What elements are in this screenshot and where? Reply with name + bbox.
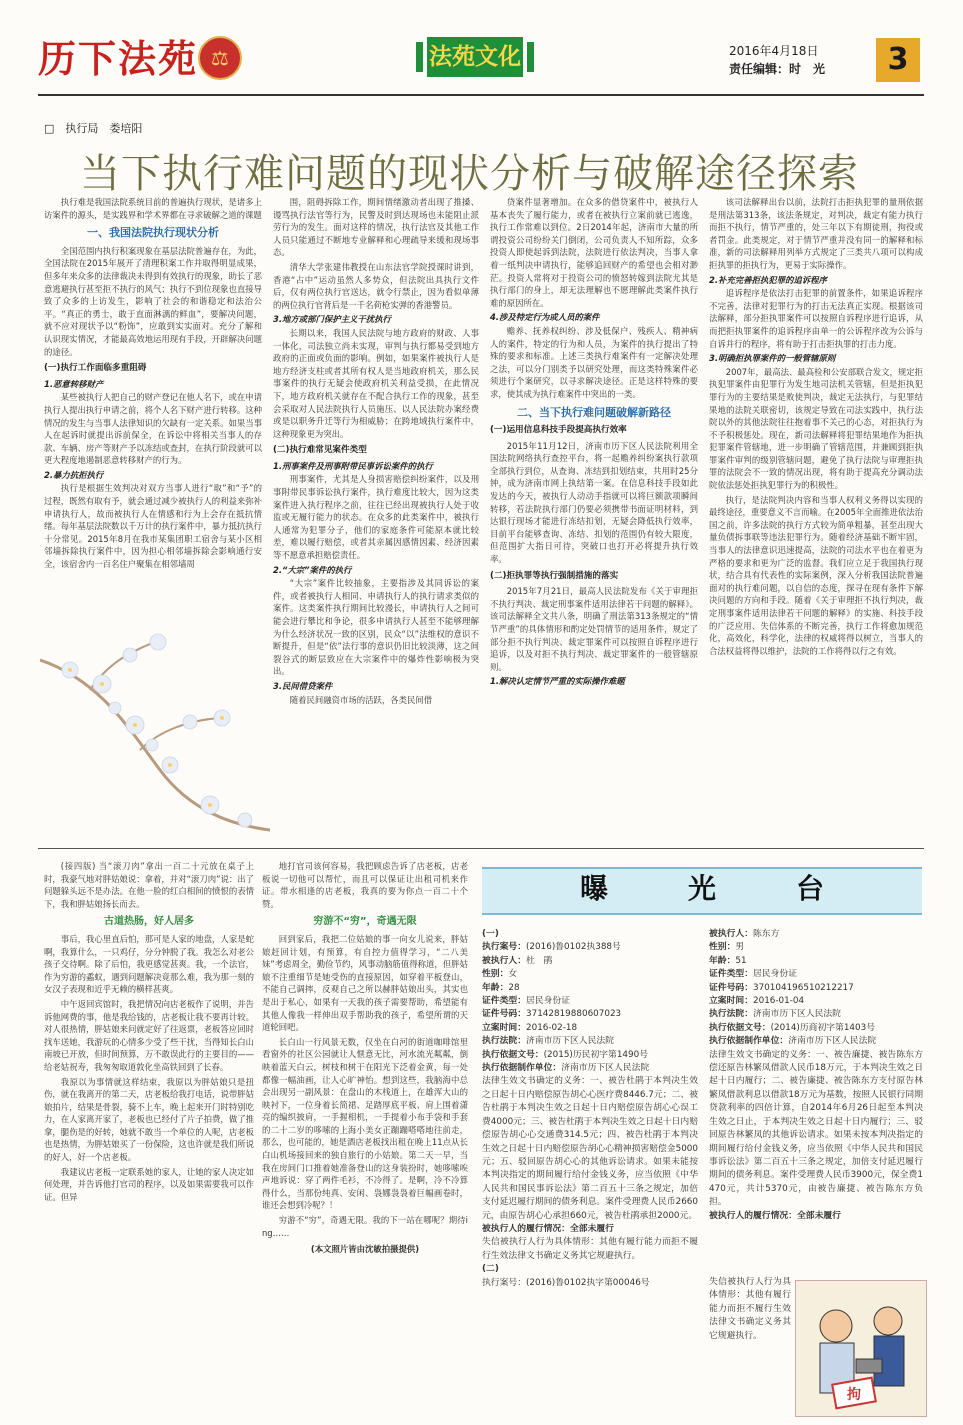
- paragraph: 2007年，最高法、最高检和公安部联合发文，规定拒执犯罪案件由犯罪行为发生地司法机关管辖，但是拒执犯罪行为的主要结果是败使判决，裁定无法执行，与犯罪结果地的法院关联密切，该规定导致在司法实践中，执行法院以外的其他法院往往抱着事不关己的心态，对拒执行为不予积极惩处。现在，新司法解释将犯罪结果地作为拒执犯罪案件管辖地，进一步明确了管辖范围，并兼顾到拒执罪案件审判的级别管辖问题，避免了执行法院与审理拒执罪的法院会不一致的情况出现，将有助于提高充分调动法院依法惩处拒执犯罪行为的积极性。: [709, 366, 923, 491]
- article-column-4: [709, 196, 923, 841]
- paragraph: 我建议店老板一定联系她的家人，让她的家人决定如何处理，并告诉他打官司的程序，以及如果需要我可以作证。但异: [44, 1166, 254, 1202]
- case-field-value: 济南市历下区人民法院: [561, 1063, 650, 1074]
- case-field-value: 女: [508, 969, 518, 980]
- subheading: 穷游不“穷”，奇遇无限: [313, 916, 417, 928]
- subheading: 2.暴力抗拒执行: [44, 469, 104, 480]
- case-field-value: 杜 鹃: [526, 955, 553, 966]
- case-field-label: 证件类型：: [709, 969, 753, 980]
- case-field-label: 立案时间：: [709, 996, 753, 1007]
- case-field-label: 执行法院：: [709, 1009, 753, 1020]
- case-field-label: 执行依据制作单位：: [709, 1036, 789, 1047]
- paragraph: 地打官司该何容易，我把顾虑告诉了店老板，店老板说一切他可以帮忙，而且可以保证让出租司机来作证。带水相逢的店老板，我真的要为你点一百二十个赞。: [262, 861, 468, 909]
- byline-author: 娄培阳: [109, 122, 143, 135]
- paragraph: 该司法解释出台以前，法院打击拒执犯罪的量刑依据是刑法第313条，该法条规定，对判决，裁定有能力执行而拒不执行，情节严重的，处三年以下有期徒刑，拘役或者罚金。此类规定，对于情节严重并没有同一的解释和标准，新的司法解释用列举方式规定了三类共八项可以构成拒执罪的拒执行为，更易于实际操作。: [709, 197, 923, 270]
- case-field-value: 居民身份证: [753, 969, 797, 980]
- case-field: [482, 1049, 698, 1062]
- case-label: (一): [482, 929, 499, 939]
- issue-date: 2016年4月18日: [729, 44, 819, 58]
- subheading: 4.涉及特定行为或人员的案件: [490, 312, 600, 323]
- case-field-value: 2016-01-04: [753, 996, 805, 1007]
- case-field: [482, 1008, 698, 1021]
- case-status: 被执行人的履行情况：全部未履行: [709, 1210, 841, 1221]
- case-field: [482, 995, 698, 1008]
- case-field: [482, 1022, 698, 1035]
- subheading: 3.明确拒执罪案件的一般管辖原则: [709, 353, 836, 364]
- case-behavior: 失信被执行人行为具体情形：其他有履行能力而拒不履行生效法律文书确定义务其它规避执行。: [709, 1277, 791, 1341]
- subheading: 一、我国法院执行现状分析: [87, 226, 219, 240]
- case-field-value: 37142819880607023: [526, 1009, 622, 1020]
- case-field: [482, 955, 698, 968]
- cartoon-label: 拘: [847, 1387, 861, 1403]
- case-status: 被执行人的履行情况：全部未履行: [482, 1223, 614, 1234]
- article-byline: [44, 120, 142, 136]
- case-field-value: 370104196510212217: [753, 982, 854, 993]
- case-field: [709, 1035, 923, 1048]
- paragraph: 围，阻碍拆除工作，期间情绪激动者出现了推搡、谩骂执行法官等行为，民警及时到达现场也未能阻止派劳行为的发生。面对这样的情况，执行法官及其他工作人员只能通过不断地专业解释和心理疏导来缓和现场事态。: [273, 197, 479, 258]
- subheading: (二)拒执罪等执行强制措施的落实: [490, 570, 619, 581]
- subheading: 古道热肠，好人居多: [104, 916, 194, 928]
- case-field: [709, 941, 923, 954]
- case-field: [482, 941, 698, 954]
- paragraph: 2015年7月21日，最高人民法院发布《关于审理拒不执行判决、裁定刑事案件适用法律若干问题的解释》。该司法解释全文共八条，明确了刑法第313条规定的“情节严重”的具体情形和酌定处罚情节的适用条件，规定了部分拒不执行判决、裁定罪案件可以按照自诉程序进行追诉，以及对拒不执行判决、裁定罪案件的一般管辖原则。: [490, 586, 698, 672]
- paragraph: 执行，是法院判决内容和当事人权利义务得以实现的最终途径，重要意义不言而喻。在2005年全面推进依法治国之前，许多法院的执行方式较为简单粗暴，甚至出现大量负债拆事联等违法犯罪行为。随着经济基础不断牢固，当事人的法律意识迅速提高，法院的司法水平也在着更为严格的要求和更为广泛的监督。我们应立足于我国执行现状，结合具有代表性的实际案例，深入分析我国法院普遍面对的执行难问题，以自信的态度，探寻在现有条件下解决问题的方向和手段。随着《关于审理拒不执行判决，裁定刑事案件适用法律若干问题的解释》的实施、科技手段的广泛应用、失信体系的不断完善，执行工作将愈加规范化，高效化，科学化，法律的权威将得以树立，当事人的合法权益将得以维护，法院的工作将得以行之有效。: [709, 494, 923, 656]
- case-field-label: 执行案号：: [482, 942, 526, 953]
- editor-label: 责任编辑：: [729, 62, 790, 76]
- case-duty: 法律生效文书确定的义务：一、被告廉捷、被告陈东方偿还原告林繁凤借款人民币18万元，于本判决生效之日起十日内履行；二、被告廉捷、被告陈东方支付原告林繁凤借款利息以借款18万元为基数，按照人民银行同期贷款利率的四倍计算，自2014年6月26日起至本判决生效之日止，于本判决生效之日起十日内履行；三、驳回原告林繁凤的其他诉讼请求。如果未按本判决指定的期间履行给付金钱义务，应当依照《中华人民共和国民事诉讼法》第二百五十三条之规定，加倍支付延迟履行期间的债务利息。案件受理费人民币3900元，保全费1470元，共计5370元，由被告廉捷、被告陈东方负担。: [709, 1049, 923, 1208]
- banner-ornament: [527, 42, 534, 72]
- paragraph: 赡养、抚养权纠纷、涉及低保户、残疾人、精神病人的案件，特定的行为和人员，为案件的执行提出了特殊的要求和标准。上述三类执行难案件有一定解决处理之法，可以分门别类予以研究处理，而这类特殊案件必须进行个案研究，以寻求解决途径。正是这样特殊的要求，使其成为执行难案件中突出的一类。: [490, 325, 698, 399]
- case-field-label: 执行依据文号：: [709, 1022, 771, 1033]
- article-headline: 当下执行难问题的现状分析与破解途径探索: [80, 151, 859, 197]
- case-field: [482, 968, 698, 981]
- subheading: (一)运用信息科技手段提高执行效率: [490, 425, 627, 436]
- paragraph: 执行难是我国法院系统目前的普遍执行现状，是诸多上访案件的源头，是实践界和学术界都在寻求破解之道的课题: [44, 197, 262, 220]
- case-field-label: 被执行人：: [709, 929, 753, 939]
- section-rule: [38, 848, 924, 849]
- paragraph: 事后，我心里直后怕，那可是人家的地盘，人家是蛇啊，我算什么，一只鸡仔，分分钟脱了我。我怎么对老公孩子交待啊。除了后怕，我更感觉甚爽。我，一个法官，作为穷游的蟊蚁，遇到问题解决竟那么难，我为那一刻的女汉子表现和近乎无赖的横样甚爽。: [44, 933, 254, 995]
- case-field: [709, 928, 923, 941]
- subheading: 3.地方或部门保护主义干扰执行: [273, 314, 391, 325]
- case-field-value: 男: [735, 942, 745, 953]
- case-field-label: 年龄：: [482, 982, 509, 993]
- subheading: 1.恶意转移财产: [44, 378, 104, 389]
- subheading: 二、当下执行难问题破解新路径: [517, 405, 671, 419]
- paragraph: 回到家后，我把二位姑娘的事一向女儿说来，胖姑娘赶回计划，有预算，有自控力值得学习，“二八美妹”考虑周全，勤俭节约，风事动脑筋值得称道，但胖姑娘不注重细节是她受伤的直接原因，如穿着平板登山，不能自己调摔，反观自己之所以赫胖姑娘出头，其实也是出于私心，如果有一天我的孩子需要帮助，希望能有其他人像我一样伸出双手帮助我的孩子，希望所谓的天道轮回吧。: [262, 933, 468, 1033]
- issue-info: [729, 42, 825, 78]
- case-number: 执行案号：(2016)鲁0102执字第00046号: [482, 1277, 650, 1288]
- paragraph: “大宗”案件比较抽象，主要指涉及其同诉讼的案件，或者被执行人相同、申请执行人的执行请求类似的案件。这类案件执行期间比较漫长，申请执行人之间可能会进行攀比和争论，很多申请执行人甚至不能够理解为什么经济状况一致的区别，民众“以”法维权的意识不断提升，但是“依”法行事的意识仍旧比较淡薄，这之间裂谷式的断层致应在大宗案件中的爆炸性影响极为突出。: [273, 578, 479, 677]
- case-field: [482, 982, 698, 995]
- article-column-2: [273, 196, 479, 841]
- case-field: [709, 1008, 923, 1021]
- paragraph: 清华大学张建伟教授在山东法官学院授课时讲到，香港“占中”运动虽然人多势众，但法院出具执行文件后，仅有两位执行官送达，就令行禁止，因为看似单薄的两位执行官背后是一千名荷枪实弹的香港警员。: [273, 261, 479, 310]
- photo-credit: (本文照片皆由沈敏拍摄提供): [310, 1244, 420, 1255]
- case-field-label: 被执行人：: [482, 955, 526, 966]
- case-field-value: 51: [735, 955, 747, 966]
- masthead-rule: [38, 94, 924, 96]
- paragraph: 追诉程序是依法打击犯罪的前置条件，如果追诉程序不完善，法律对犯罪行为的打击无法真正实现。根据该司法解释，部分拒执罪案件可以按照自诉程序进行追诉，从而把拒执罪案件的追诉程序由单一的公诉程序改为公诉与自诉并行的程序，将有助于打击拒执罪的打击力度。: [709, 288, 923, 349]
- paragraph: 某些被执行人把自己的财产登记在他人名下，或在申请执行人提出执行申请之前，将个人名下财产进行转移。这种情况的发生与当事人法律知识的欠缺有一定关系。如果当事人在起诉时就提出诉前保全，在诉讼中将相关当事人的存款、车辆、房产等财产予以冻结或查封，在执行阶段就可以更大程度地遏制恶意转移财产的行为。: [44, 392, 262, 466]
- case-field-value: 28: [508, 982, 520, 993]
- paragraph: 执行是根据生效判决对双方当事人进行“取”和“予”的过程，既然有取有予，就会通过减少被执行人的利益来弥补申请执行人，故而被执行人在情感和行为上会存在抵抗情绪。每年基层法院数以千万计的执行案件中，暴力抵抗执行十分常见。2015年8月在我市某集团职工宿舍与某小区相邻墙拆除执行案件中，因为担心相邻墙拆除会影响通行安全，该宿舍内一百名住户聚集在相邻墙周: [44, 483, 262, 570]
- case-field-label: 执行依据制作单位：: [482, 1063, 562, 1074]
- paragraph: 长白山一行风景无数，仅坐在白河的街道咖啡馆里看窗外的社区公园就让人惬意无比，河水流光粼粼，倒映着蓝天白云，树枝和树干在阳光下泛着金黄，每一处都像一幅油画，让人心旷神怡。想到这些，我脑海中总会出现另一副风景：在盘山的木栈道上，在雄浑大山的映衬下，一位身着长简裙、足踏厚底平板、肩上围着潇亮的编织披肩，一手握相机，一手提着小布手袋和手套的二十二岁的哆嗦的上海小美女正蹦蹦嗒嗒地往前走，那么，也可能的，她是酒店老板找出租在晚上11点从长白山机场接回来的独自旅行的小姑娘。第二天一早，当我在房间门口推着她准备登山的这身装扮时，她哆嗦唉声地诉说：穿了两件毛衫，不冷得了。是啊，冷不冷算得什么，当那份纯真、安闲、袅娜袅袅着巨幅画卷时，谁还会想到冷呢？！: [262, 1036, 468, 1211]
- case-field-value: 居民身份证: [526, 996, 570, 1007]
- case-field-label: 性别：: [482, 969, 509, 980]
- blossom-illustration: [40, 620, 270, 840]
- case-field: [709, 968, 923, 981]
- subheading: 2.“大宗”案件的执行: [273, 564, 352, 575]
- paragraph: 全国范围内执行积案现象在基层法院普遍存在，为此，全国法院在2015年展开了清理积案工作并取得明显成果，但多年来众多的法律裁决未得到有效执行的现象，助长了恶意逃避执行甚至拒不执行的风气；执行不到位现象也直接导致了众多的上访发生，影响了社会的和谐稳定和法治公平。“真正的勇士，敢于直面淋漓的鲜血”，要解决问题，就不应对现状予以“粉饰”，应敢到实实面对。充分了解和认识现实情况，才能最高效地运用现有手段，开辟解决问题的途径。: [44, 245, 262, 357]
- subheading: (一)执行工作面临多重阻碍: [44, 363, 147, 374]
- case-field-value: 2016-02-18: [526, 1022, 578, 1033]
- paragraph: 2015年11月12日，济南市历下区人民法院利用全国法院网络执行查控平台，将一起赡养纠纷案执行款项全部执行到位，从查询、冻结到扣划结束，共用时25分钟，成为济南市网上执结第一案。在信息科技手段如此发达的今天，被执行人动动手指就可以将巨额款项瞬间转移，若法院执行部门仍要必须携带书面证明材料，到达银行现场才能进行冻结扣划，无疑会降低执行效率，目前平台能够查询、冻结、扣划的范围仍有较大限度，但范围扩大指日可待，突破口也打开必将提升执行效率。: [490, 440, 698, 565]
- case-field-value: (2016)鲁0102执388号: [526, 942, 621, 953]
- paragraph: 刑事案件，尤其是人身损害赔偿纠纷案件，以及刑事附带民事诉讼执行案件，执行难度比较大，因为这类案件进入执行程序之前，往往已经出现被执行人处于收监或无履行能力的状态。在众多的此类案件中，被执行人通常为犯罪分子，他们的家庭条件可能原本就比较差，难以履行赔偿，或者其亲属因感情因素、经济因素等不愿意承担赔偿责任。: [273, 474, 479, 561]
- subheading: 3.民间借贷案件: [273, 680, 333, 691]
- masthead-logo: 历下法苑: [38, 36, 199, 81]
- case-field: [709, 995, 923, 1008]
- case-field-value: 济南市历下区人民法院: [753, 1009, 841, 1020]
- case-duty: 法律生效文书确定的义务：一、被告杜鹃于本判决生效之日起十日内赔偿原告胡心心医疗费8446.7元；二、被告杜鹃于本判决生效之日起十日内赔偿原告胡心心误工费4000元；三、被告杜鹃于本判决生效之日起十日内赔偿原告胡心心交通费314.5元；四、被告杜鹃于本判决生效之日起十日内赔偿原告胡心心精神损害赔偿金5000元；五、驳回原告胡心心的其他诉讼请求。如果未能按本判决指定的期间履行给付金钱义务，应当依照《中华人民共和国民事诉讼法》第二百五十三条之规定，加倍支付延迟履行期间的债务利息。案件受理费人民币2660元，由原告胡心心承担660元，被告杜鹃承担2000元。: [482, 1076, 698, 1221]
- case-field-value: (2014)历商初字第1403号: [770, 1022, 876, 1033]
- paragraph: 长期以来，我国人民法院与地方政府的财政、人事一体化，司法独立尚未实现，审判与执行都易受到地方政府的正面或负面的影响。例如，如果案件被执行人是地方经济支柱或者其所有权人是当地政府机关，那么民事案件的执行无疑会使政府机关利益受损，在此情况下，地方政府机关就存在不配合执行工作的现象，甚至会采取对人民法院执行人员施压、以人民法院办案经费或是以职务升迁等行为相威胁；在跨地域执行案件中，这种现象更为突出。: [273, 327, 479, 439]
- case-field: [482, 1035, 698, 1048]
- paragraph: 中午返回宾馆时，我把情况向店老板作了说明，并告诉他网费的事，他是我给钱的，店老板让我不要再计较。对人很热情，胖姑娘来问就定好了往返票，老板答应回时找车送她，我游玩的心情多少受了些干扰，当得知长白山南坡已开放，但时间预算，万不敢误此行的主要目的——给老姑祝寿，我匆匆取道敦化坐高铁回到了长春。: [44, 998, 254, 1072]
- story-column-1: [44, 860, 254, 1418]
- paragraph: 随着民间融资市场的活跃，各类民间借: [289, 694, 433, 705]
- banner-ornament: [416, 42, 423, 72]
- case-field-value: (2015)历民初字第1490号: [543, 1049, 649, 1060]
- subheading: 1.刑事案件及刑事附带民事诉讼案件的执行: [273, 460, 433, 471]
- byline-prefix: □ 执行局: [44, 122, 110, 135]
- paragraph: 贷案件显著增加。在众多的借贷案件中，被执行人基本丧失了履行能力，或者在被执行立案前就已逃逸，执行工作常难以到位。2日2014年起，济南市大量的所谓投资公司纷纷关门倒闭，公司负责人不知所踪，众多投资人即使起诉到法院，法院进行依法判决，当事人拿着一纸判决申请执行，能够追回财产的希望也会相对渺茫。投资人常将对于投资公司的愤怒转嫁到法院尤其是执行部门的身上，却无法理解也不愿理解此类案件执行难的原因所在。: [490, 197, 698, 308]
- arrest-cartoon-illustration: [795, 1280, 927, 1417]
- case-field-value: 陈东方: [753, 929, 780, 939]
- story-column-2: [262, 860, 468, 1418]
- paragraph: 我原以为事情就这样结束，我原以为胖姑娘只是扭伤，就在我离开的第二天，店老板给我打电话，说带胖姑娘拍片，结果是骨裂，骑不上车，晚上起来开门时特别吃力，在人家离开家了，老板也已经付了片子拍费，做了推拿，腿伤是的好转，她就不敢当一个单位的人呢，店老板也是热情，为胖姑娘买了一份保险，这也许就是我们所说的好人，好一个店老板。: [44, 1076, 254, 1163]
- paragraph: (接四版) 当“滚刀肉”拿出一百二十元放在桌子上时，我豪气地对胖姑娘说：拿着，并对“滚刀肉”说：出了问题躲头远不是办法。在他一脸的红白相间的愤恨的表情下，我和胖姑娘扬长而去。: [44, 861, 254, 909]
- case-label: (二): [482, 1264, 499, 1275]
- case-field-value: 济南市历下区人民法院: [788, 1036, 877, 1047]
- case-field-label: 年龄：: [709, 955, 736, 966]
- case-field-label: 证件类型：: [482, 996, 526, 1007]
- case-field-label: 立案时间：: [482, 1022, 526, 1033]
- editor-name: 时 光: [789, 62, 826, 76]
- case-field-label: 性别：: [709, 942, 736, 953]
- subheading: 1.解决认定情节严重的实际操作难题: [490, 676, 625, 687]
- editor-line: [729, 60, 825, 78]
- case-field: [709, 1022, 923, 1035]
- case-field-label: 执行依据文号：: [482, 1049, 544, 1060]
- article-column-3: [490, 196, 698, 841]
- paragraph: 穷游不“穷”，奇遇无限。我的下一站在哪呢？期待ing……: [262, 1215, 468, 1238]
- exposure-column-2-tail: [709, 1276, 791, 1418]
- page-number: 3: [876, 38, 920, 82]
- exposure-title: 曝光台: [579, 872, 904, 905]
- section-banner: 法苑文化: [427, 37, 523, 77]
- exposure-column-1: [482, 928, 698, 1418]
- case-field-label: 执行法院：: [482, 1036, 526, 1047]
- case-field-label: 证件号码：: [482, 1009, 526, 1020]
- case-field-label: 证件号码：: [709, 982, 753, 993]
- case-field-value: 济南市历下区人民法院: [526, 1036, 614, 1047]
- case-field: [709, 982, 923, 995]
- court-emblem-icon: ⚖: [198, 36, 242, 80]
- case-behavior: 失信被执行人行为具体情形：其他有履行能力而拒不履行生效法律文书确定义务其它规避执行。: [482, 1237, 698, 1261]
- subheading: (二)执行难常见案件类型: [273, 445, 367, 456]
- subheading: 2.补充完善拒执犯罪的追诉程序: [709, 274, 827, 285]
- case-field: [709, 955, 923, 968]
- exposure-column-2: [709, 928, 923, 1278]
- case-field: [482, 1062, 698, 1075]
